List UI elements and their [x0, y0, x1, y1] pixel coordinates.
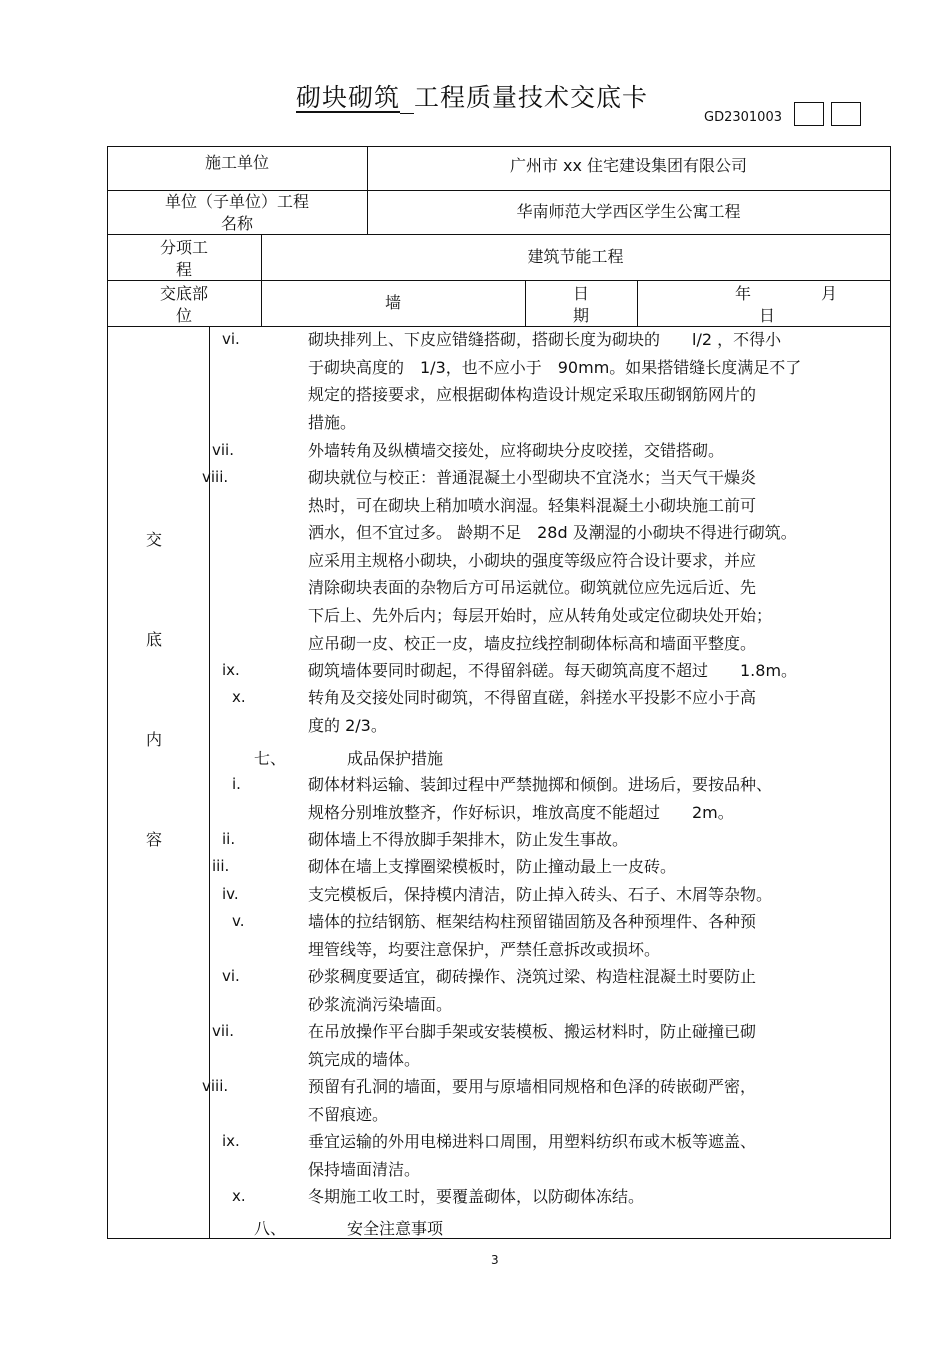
item-number: v. — [232, 912, 245, 930]
content-label-2: 底 — [146, 630, 163, 649]
checkbox-2 — [831, 102, 861, 126]
item-number: ix. — [222, 661, 240, 679]
item-number: viii. — [202, 468, 229, 486]
part-label-1: 交底部 — [159, 284, 208, 303]
item-number: x. — [232, 688, 246, 706]
part-value: 墙 — [384, 293, 401, 312]
document-code: GD2301003 — [704, 110, 782, 125]
item-number: i. — [232, 775, 241, 793]
page-title — [296, 78, 648, 114]
list-item: 砌体在墙上支撑圈梁模板时，防止撞动最上一皮砖。 — [308, 857, 677, 876]
item-number: iii. — [212, 857, 230, 875]
unit-value: 广州市 xx 住宅建设集团有限公司 — [509, 156, 748, 175]
list-item: 砌块排列上、下皮应错缝搭砌，搭砌长度为砌块的 l/2 ，不得小 于砌块高度的 1/3，也不应小于 90mm。如果搭错缝长度满足不了 规定的搭接要求，应根据砌体构造设计规定采取压砌钢筋网片的 措施。 — [308, 330, 802, 432]
date-label-1: 日 — [572, 284, 589, 303]
title-prefix: 砌块砌筑 — [296, 83, 401, 112]
list-item: 砌块就位与校正：普通混凝土小型砌块不宜浇水；当天气干燥炎 热时，可在砌块上稍加喷水润湿。轻集料混凝土小砌块施工前可 洒水，但不宜过多。 龄期不足 28d 及潮湿的小砌块不得进行砌筑。 应采用主规格小砌块，小砌块的强度等级应符合设计要求，并应 清除砌块表面的杂物后方可吊运就位。砌筑就位应先远后近、先 下后上、先外后内；每层开始时，应从转角处或定位砌块处开始； 应吊砌一皮、校正一皮，墙皮拉线控制砌体标高和墙面平整度。 — [308, 468, 797, 653]
project-label-2: 名称 — [220, 214, 253, 233]
date-day: 日 — [758, 306, 775, 325]
list-item: 转角及交接处同时砌筑，不得留直磋，斜搓水平投影不应小于高 度的 2/3。 — [308, 688, 757, 735]
content-label-4: 容 — [146, 830, 163, 849]
list-item: 砌体材料运输、装卸过程中严禁抛掷和倾倒。进场后，要按品种、 规格分别堆放整齐，作好标识，堆放高度不能超过 2m。 — [308, 775, 773, 822]
part-label-2: 位 — [175, 306, 192, 325]
date-label-2: 期 — [572, 306, 589, 325]
list-item: 支完模板后，保持模内清洁，防止掉入砖头、石子、木屑等杂物。 — [308, 885, 773, 904]
item-number: x. — [232, 1187, 246, 1205]
date-year: 年 — [734, 284, 751, 303]
list-item: 在吊放操作平台脚手架或安装模板、搬运材料时，防止碰撞已砌 筑完成的墙体。 — [308, 1022, 757, 1069]
section-8-number: 八、 — [254, 1219, 287, 1238]
item-number: vii. — [212, 1022, 234, 1040]
item-number: vi. — [222, 967, 240, 985]
subproject-label-2: 程 — [175, 260, 192, 279]
section-7-title: 成品保护措施 — [347, 749, 444, 768]
content-label-3: 内 — [146, 730, 163, 749]
item-number: iv. — [222, 885, 239, 903]
subproject-label-1: 分项工 — [159, 238, 208, 257]
page-number: 3 — [491, 1253, 499, 1267]
unit-label: 施工单位 — [204, 153, 269, 172]
list-item: 冬期施工收工时，要覆盖砌体，以防砌体冻结。 — [308, 1187, 645, 1206]
list-item: 砌体墙上不得放脚手架排木，防止发生事故。 — [308, 830, 629, 849]
list-item: 墙体的拉结钢筋、框架结构柱预留锚固筋及各种预埋件、各种预 埋管线等，均要注意保护，严禁任意拆改或损坏。 — [308, 912, 757, 959]
list-item: 垂宜运输的外用电梯进料口周围，用塑料纺织布或木板等遮盖、 保持墙面清洁。 — [308, 1132, 757, 1179]
list-item: 砌筑墙体要同时砌起，不得留斜磋。每天砌筑高度不超过 1.8m。 — [308, 661, 798, 680]
list-item: 外墙转角及纵横墙交接处，应将砌块分皮咬搓，交错搭砌。 — [308, 441, 725, 460]
item-number: vii. — [212, 441, 234, 459]
item-number: viii. — [202, 1077, 229, 1095]
item-number: vi. — [222, 330, 240, 348]
project-value: 华南师范大学西区学生公寓工程 — [516, 202, 741, 221]
list-item: 砂浆稠度要适宜，砌砖操作、浇筑过梁、构造柱混凝土时要防止 砂浆流淌污染墙面。 — [308, 967, 757, 1014]
checkbox-1 — [794, 102, 824, 126]
title-suffix: 工程质量技术交底卡 — [414, 83, 649, 112]
list-item: 预留有孔洞的墙面，要用与原墙相同规格和色泽的砖嵌砌严密， 不留痕迹。 — [308, 1077, 757, 1124]
section-8-title: 安全注意事项 — [347, 1219, 444, 1238]
project-label-1: 单位（子单位）工程 — [164, 192, 309, 211]
subproject-value: 建筑节能工程 — [527, 247, 624, 266]
item-number: ix. — [222, 1132, 240, 1150]
section-7-number: 七、 — [254, 749, 287, 768]
item-number: ii. — [222, 830, 236, 848]
content-label-1: 交 — [146, 530, 163, 549]
date-month: 月 — [820, 284, 837, 303]
